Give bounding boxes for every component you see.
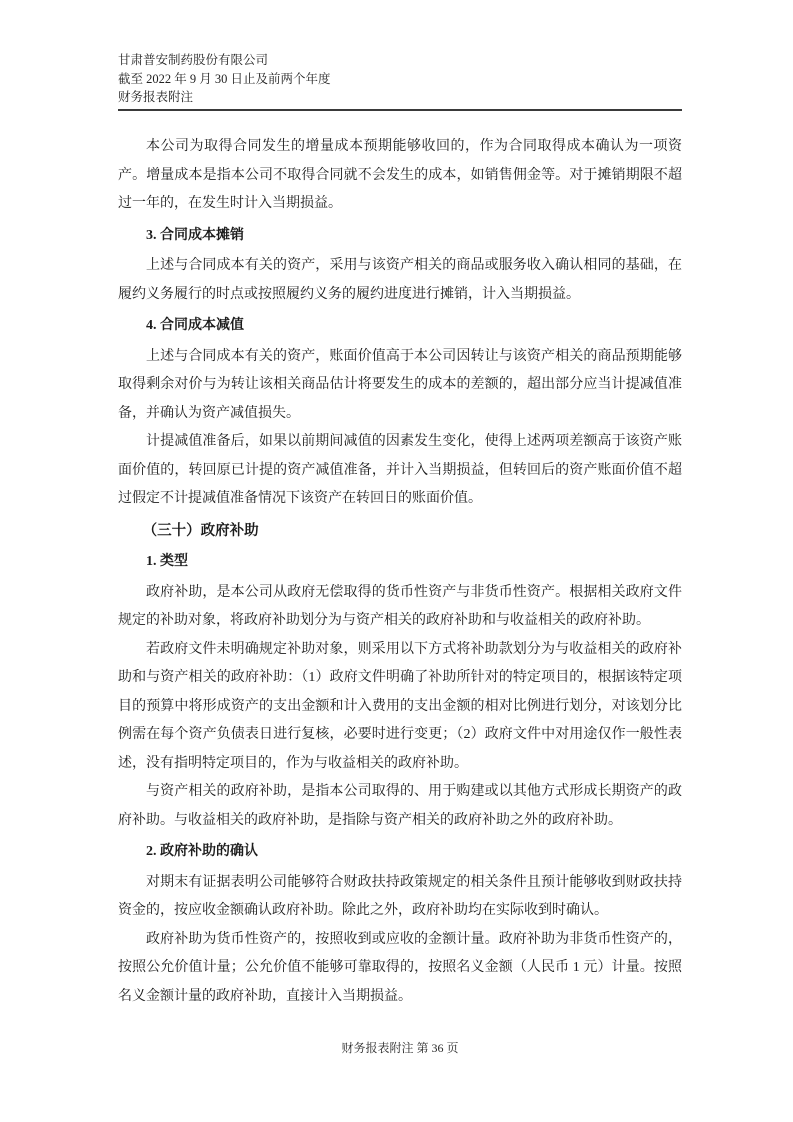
paragraph-grant-definition: 政府补助，是本公司从政府无偿取得的货币性资产与非货币性资产。根据相关政府文件规定的补助对象，将政府补助划分为与资产相关的政府补助和与收益相关的政府补助。 [118,584,682,628]
report-period: 截至 2022 年 9 月 30 日止及前两个年度 [118,71,331,86]
paragraph-contract-cost-impairment: 上述与合同成本有关的资产，账面价值高于本公司因转让与该资产相关的商品预期能够取得剩余对价与为转让该相关商品估计将要发生的成本的差额的，超出部分应当计提减值准备，并确认为资产减值损失。 [118,348,682,421]
heading-contract-cost-amortization: 3. 合同成本摊销 [146,227,244,243]
company-name: 甘肃普安制药股份有限公司 [118,53,269,67]
paragraph-grant-recognition-criteria: 对期末有证据表明公司能够符合财政扶持政策规定的相关条件且预计能够收到财政扶持资金的，按应收金额确认政府补助。除此之外，政府补助均在实际收到时确认。 [118,874,682,918]
paragraph-contract-cost-recognition: 本公司为取得合同发生的增量成本预期能够收回的，作为合同取得成本确认为一项资产。增量成本是指本公司不取得合同就不会发生的成本，如销售佣金等。对于摊销期限不超过一年的，在发生时计入当期损益。 [118,139,682,211]
heading-section-government-grants: （三十）政府补助 [142,522,259,539]
page-header [118,51,682,117]
page-footer-text: 财务报表附注 第 36 页 [341,1041,459,1055]
doc-title: 财务报表附注 [118,90,194,104]
paragraph-contract-cost-amortization: 上述与合同成本有关的资产，采用与该资产相关的商品或服务收入确认相同的基础，在履约义务履行的时点或按照履约义务的履约进度进行摊销，计入当期损益。 [118,258,682,302]
heading-contract-cost-impairment: 4. 合同成本减值 [146,318,244,333]
paragraph-grant-classification-rules: 若政府文件未明确规定补助对象，则采用以下方式将补助款划分为与收益相关的政府补助和与资产相关的政府补助：（1）政府文件明确了补助所针对的特定项目的，根据该特定项目的预算中将形成资产的支出金额和计入费用的支出金额的相对比例进行划分，对该划分比例需在每个资产负债表日进行复核，必要时进行变更；（2）政府文件中对用途仅作一般性表述，没有指明特定项目的，作为与收益相关的政府补助。 [118,641,682,771]
heading-grant-recognition: 2. 政府补助的确认 [146,844,258,859]
page-footer [118,1039,682,1056]
paragraph-grant-asset-income-definition: 与资产相关的政府补助，是指本公司取得的、用于购建或以其他方式形成长期资产的政府补助。与收益相关的政府补助，是指除与资产相关的政府补助之外的政府补助。 [118,784,682,828]
header-rule [118,109,682,111]
heading-grant-types: 1. 类型 [146,554,188,569]
paragraph-grant-measurement: 政府补助为货币性资产的，按照收到或应收的金额计量。政府补助为非货币性资产的，按照公允价值计量；公允价值不能够可靠取得的，按照名义金额（人民币 1 元）计量。按照名义金额计量的政府补助，直接计入当期损益。 [118,931,682,1004]
paragraph-impairment-reversal: 计提减值准备后，如果以前期间减值的因素发生变化，使得上述两项差额高于该资产账面价值的，转回原已计提的资产减值准备，并计入当期损益，但转回后的资产账面价值不超过假定不计提减值准备情况下该资产在转回日的账面价值。 [118,434,682,506]
notes-content [118,133,682,1011]
